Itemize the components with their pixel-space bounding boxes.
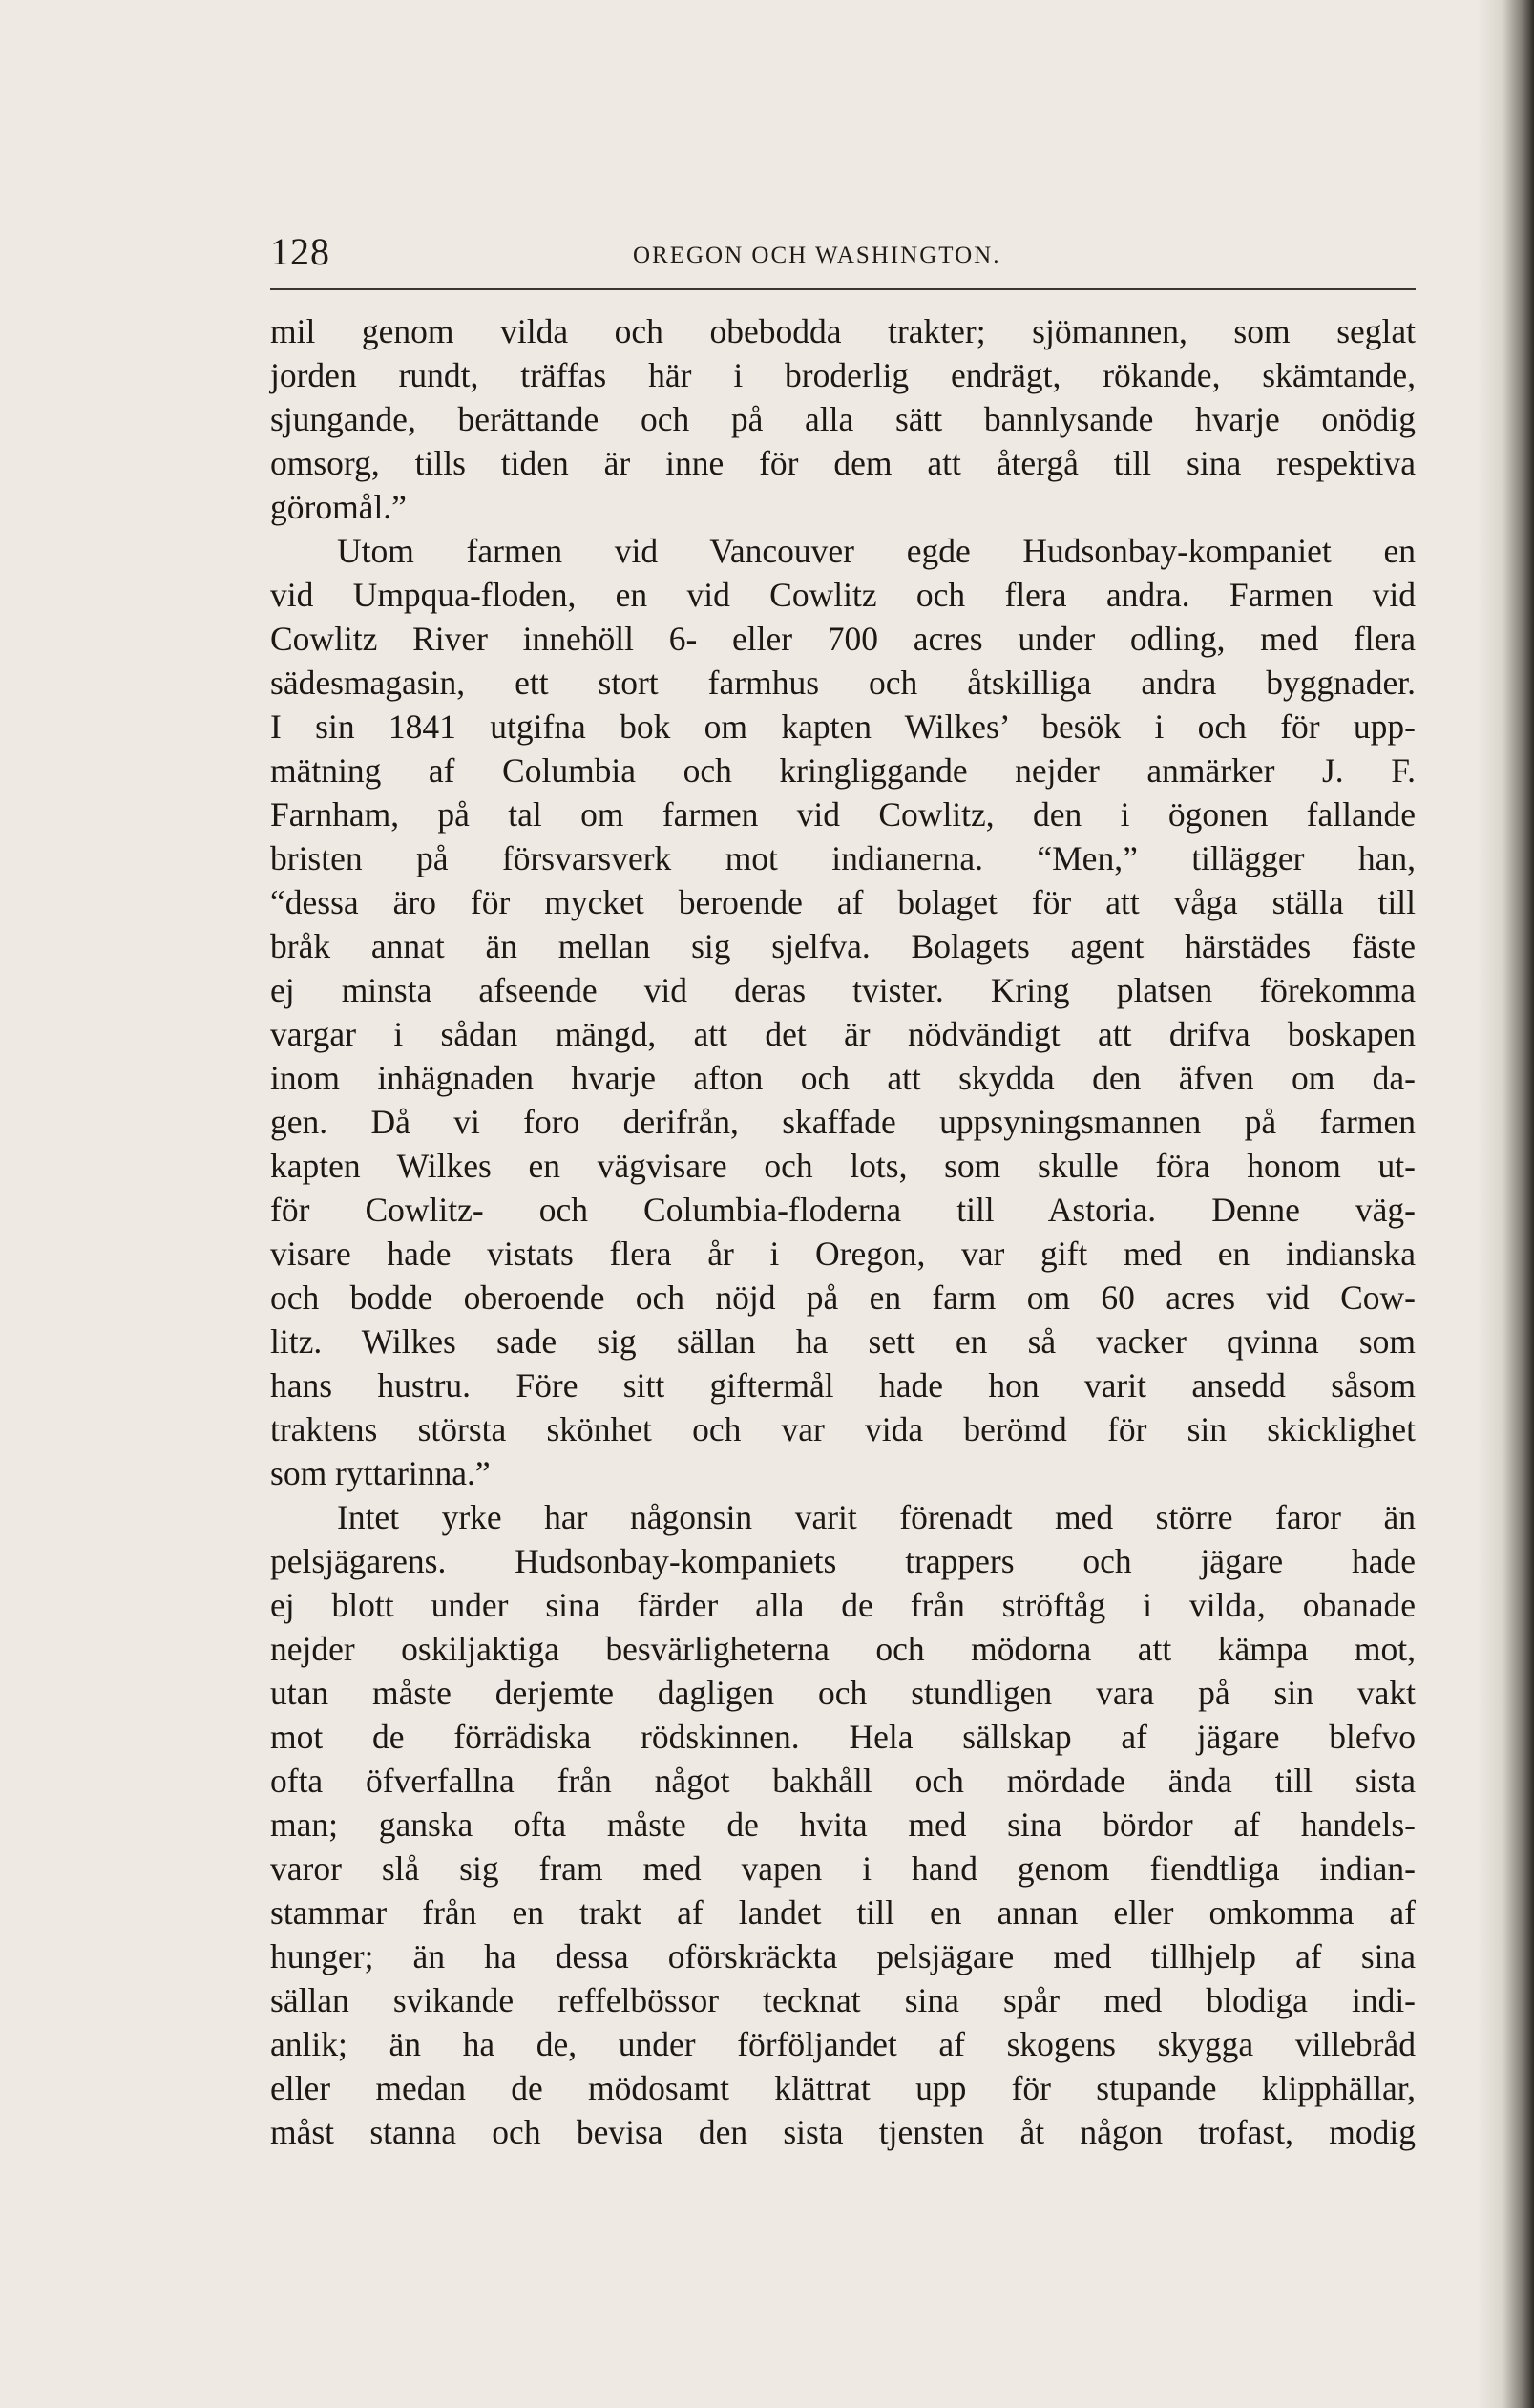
text-line: Cowlitz River innehöll 6- eller 700 acres under odling, med flera [270, 620, 1416, 658]
spine-shadow [1477, 0, 1534, 2408]
text-line: hans hustru. Före sitt giftermål hade hon varit ansedd såsom [270, 1366, 1416, 1405]
text-line: ej blott under sina färder alla de från ströftåg i vilda, obanade [270, 1586, 1416, 1624]
text-line: varor slå sig fram med vapen i hand genom fiendtliga indian- [270, 1849, 1416, 1888]
text-line: man; ganska ofta måste de hvita med sina bördor af handels- [270, 1806, 1416, 1844]
text-line: eller medan de mödosamt klättrat upp för stupande klipphällar, [270, 2069, 1416, 2107]
text-line: “dessa äro för mycket beroende af bolaget för att våga ställa till [270, 883, 1416, 921]
text-line: som ryttarinna.” [270, 1454, 491, 1492]
running-head [270, 229, 1416, 286]
text-line: nejder oskiljaktiga besvärligheterna och mödorna att kämpa mot, [270, 1630, 1416, 1668]
text-line: för Cowlitz- och Columbia-floderna till Astoria. Denne väg- [270, 1191, 1416, 1229]
text-line: ej minsta afseende vid deras tvister. Kring platsen förekomma [270, 971, 1416, 1009]
text-line: vid Umpqua-floden, en vid Cowlitz och flera andra. Farmen vid [270, 576, 1416, 614]
text-line: sjungande, berättande och på alla sätt bannlysande hvarje onödig [270, 400, 1416, 438]
page-number: 128 [270, 230, 330, 273]
text-line: hunger; än ha dessa oförskräckta pelsjägare med tillhjelp af sina [270, 1937, 1416, 1975]
text-line: jorden rundt, träffas här i broderlig endrägt, rökande, skämtande, [270, 356, 1416, 394]
text-line: anlik; än ha de, under förföljandet af skogens skygga villebråd [270, 2025, 1416, 2063]
text-line: måst stanna och bevisa den sista tjensten åt någon trofast, modig [270, 2113, 1416, 2151]
text-line: traktens största skönhet och var vida berömd för sin skicklighet [270, 1410, 1416, 1448]
text-line: litz. Wilkes sade sig sällan ha sett en så vacker qvinna som [270, 1322, 1416, 1361]
text-line: I sin 1841 utgifna bok om kapten Wilkes’ besök i och för upp- [270, 708, 1416, 746]
body-text [270, 309, 1416, 2154]
text-line: kapten Wilkes en vägvisare och lots, som skulle föra honom ut- [270, 1147, 1416, 1185]
text-line: Farnham, på tal om farmen vid Cowlitz, den i ögonen fallande [270, 795, 1416, 834]
text-line: gen. Då vi foro derifrån, skaffade uppsyningsmannen på farmen [270, 1103, 1416, 1141]
paragraph-start-line: Utom farmen vid Vancouver egde Hudsonbay-kompaniet en [337, 532, 1416, 570]
paragraph-start-line: Intet yrke har någonsin varit förenadt med större faror än [337, 1498, 1416, 1536]
text-line: inom inhägnaden hvarje afton och att skydda den äfven om da- [270, 1059, 1416, 1097]
text-line: ofta öfverfallna från något bakhåll och mördade ända till sista [270, 1762, 1416, 1800]
text-line: bråk annat än mellan sig sjelfva. Bolagets agent härstädes fäste [270, 927, 1416, 965]
text-line: bristen på försvarsverk mot indianerna. “Men,” tillägger han, [270, 839, 1416, 877]
text-line: sällan svikande reffelbössor tecknat sina spår med blodiga indi- [270, 1981, 1416, 2019]
header-rule [270, 288, 1416, 290]
text-line: utan måste derjemte dagligen och stundligen vara på sin vakt [270, 1674, 1416, 1712]
text-line: stammar från en trakt af landet till en annan eller omkomma af [270, 1893, 1416, 1932]
running-title: OREGON OCH WASHINGTON. [633, 243, 1001, 268]
text-line: vargar i sådan mängd, att det är nödvändigt att drifva boskapen [270, 1015, 1416, 1053]
text-line: visare hade vistats flera år i Oregon, var gift med en indianska [270, 1235, 1416, 1273]
text-line: sädesmagasin, ett stort farmhus och åtskilliga andra byggnader. [270, 664, 1416, 702]
text-line: pelsjägarens. Hudsonbay-kompaniets trappers och jägare hade [270, 1542, 1416, 1580]
text-line: och bodde oberoende och nöjd på en farm om 60 acres vid Cow- [270, 1278, 1416, 1317]
text-line: göromål.” [270, 488, 407, 526]
text-line: mot de förrädiska rödskinnen. Hela sällskap af jägare blefvo [270, 1718, 1416, 1756]
text-line: omsorg, tills tiden är inne för dem att återgå till sina respektiva [270, 444, 1416, 482]
text-line: mätning af Columbia och kringliggande nejder anmärker J. F. [270, 751, 1416, 790]
text-line: mil genom vilda och obebodda trakter; sjömannen, som seglat [270, 312, 1416, 350]
